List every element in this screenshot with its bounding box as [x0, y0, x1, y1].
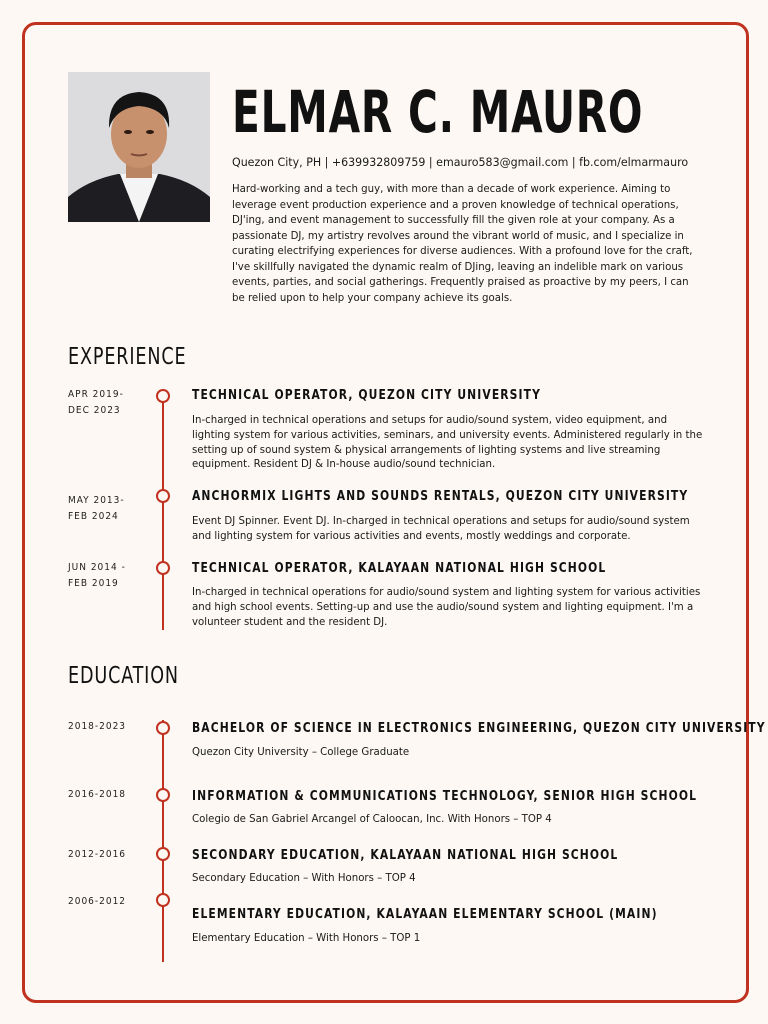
education-description: Elementary Education – With Honors – TOP 1 — [192, 933, 421, 944]
education-timeline — [162, 720, 164, 962]
education-description: Secondary Education – With Honors – TOP 4 — [192, 873, 416, 884]
experience-date: JUN 2014 - FEB 2019 — [68, 562, 126, 589]
profile-photo — [68, 72, 210, 222]
timeline-dot — [156, 893, 170, 907]
experience-heading: EXPERIENCE — [68, 344, 187, 370]
timeline-dot — [156, 389, 170, 403]
contact-info: Quezon City, PH | +639932809759 | emauro583@gmail.com | fb.com/elmarmauro — [232, 155, 689, 169]
education-title: INFORMATION & COMMUNICATIONS TECHNOLOGY, SENIOR HIGH SCHOOL — [192, 789, 698, 804]
experience-title: TECHNICAL OPERATOR, KALAYAAN NATIONAL HIGH SCHOOL — [192, 561, 607, 576]
timeline-dot — [156, 721, 170, 735]
education-title: ELEMENTARY EDUCATION, KALAYAAN ELEMENTARY SCHOOL (MAIN) — [192, 907, 658, 922]
education-heading: EDUCATION — [68, 663, 179, 689]
experience-timeline — [162, 392, 164, 630]
experience-title: ANCHORMIX LIGHTS AND SOUNDS RENTALS, QUEZON CITY UNIVERSITY — [192, 489, 689, 504]
experience-description: Event DJ Spinner. Event DJ. In-charged in technical operations and setups for audio/sound system and lighting system for various activities and events, mostly weddings and corporate. — [192, 516, 690, 542]
profile-summary: Hard-working and a tech guy, with more than a decade of work experience. Aiming to leverage event production experience and a proven knowledge of technical operations, DJ'ing, and event management to successfully fill the given role at your company. As a passionate DJ, my artistry revolves around the vibrant world of music, and I specialize in curating electrifying experiences for diverse audiences. With a profound love for the craft, I've skillfully navigated the dynamic realm of DJing, leaving an indelible mark on various events, parties, and social gatherings. Frequently praised as proactive by my peers, I can be relied upon to help your company achieve its goals. — [232, 184, 693, 304]
experience-description: In-charged in technical operations for audio/sound system and lighting system for various activities and high school events. Setting-up and use the audio/sound system and lighting equipment. I'm a volunteer student and the resident DJ. — [192, 587, 701, 628]
timeline-dot — [156, 561, 170, 575]
candidate-name: ELMAR C. MAURO — [232, 78, 644, 146]
education-date: 2018-2023 — [68, 721, 127, 732]
education-title: SECONDARY EDUCATION, KALAYAAN NATIONAL HIGH SCHOOL — [192, 848, 619, 863]
education-date: 2016-2018 — [68, 789, 127, 800]
education-date: 2006-2012 — [68, 896, 127, 907]
experience-date: MAY 2013- FEB 2024 — [68, 495, 125, 522]
experience-title: TECHNICAL OPERATOR, QUEZON CITY UNIVERSITY — [192, 388, 541, 403]
timeline-dot — [156, 788, 170, 802]
experience-description: In-charged in technical operations and setups for audio/sound system, video equipment, and lighting system for various activities, seminars, and university events. Administered regularly in the setting up of sound system & physical arrangements of lighting systems and live streaming equipment. Resident DJ & In-house audio/sound technician. — [192, 415, 703, 471]
education-date: 2012-2016 — [68, 849, 127, 860]
education-title: BACHELOR OF SCIENCE IN ELECTRONICS ENGINEERING, QUEZON CITY UNIVERSITY — [192, 721, 766, 736]
education-description: Quezon City University – College Graduate — [192, 747, 410, 758]
timeline-dot — [156, 847, 170, 861]
timeline-dot — [156, 489, 170, 503]
experience-date: APR 2019- DEC 2023 — [68, 389, 124, 416]
education-description: Colegio de San Gabriel Arcangel of Caloocan, Inc. With Honors – TOP 4 — [192, 814, 552, 825]
